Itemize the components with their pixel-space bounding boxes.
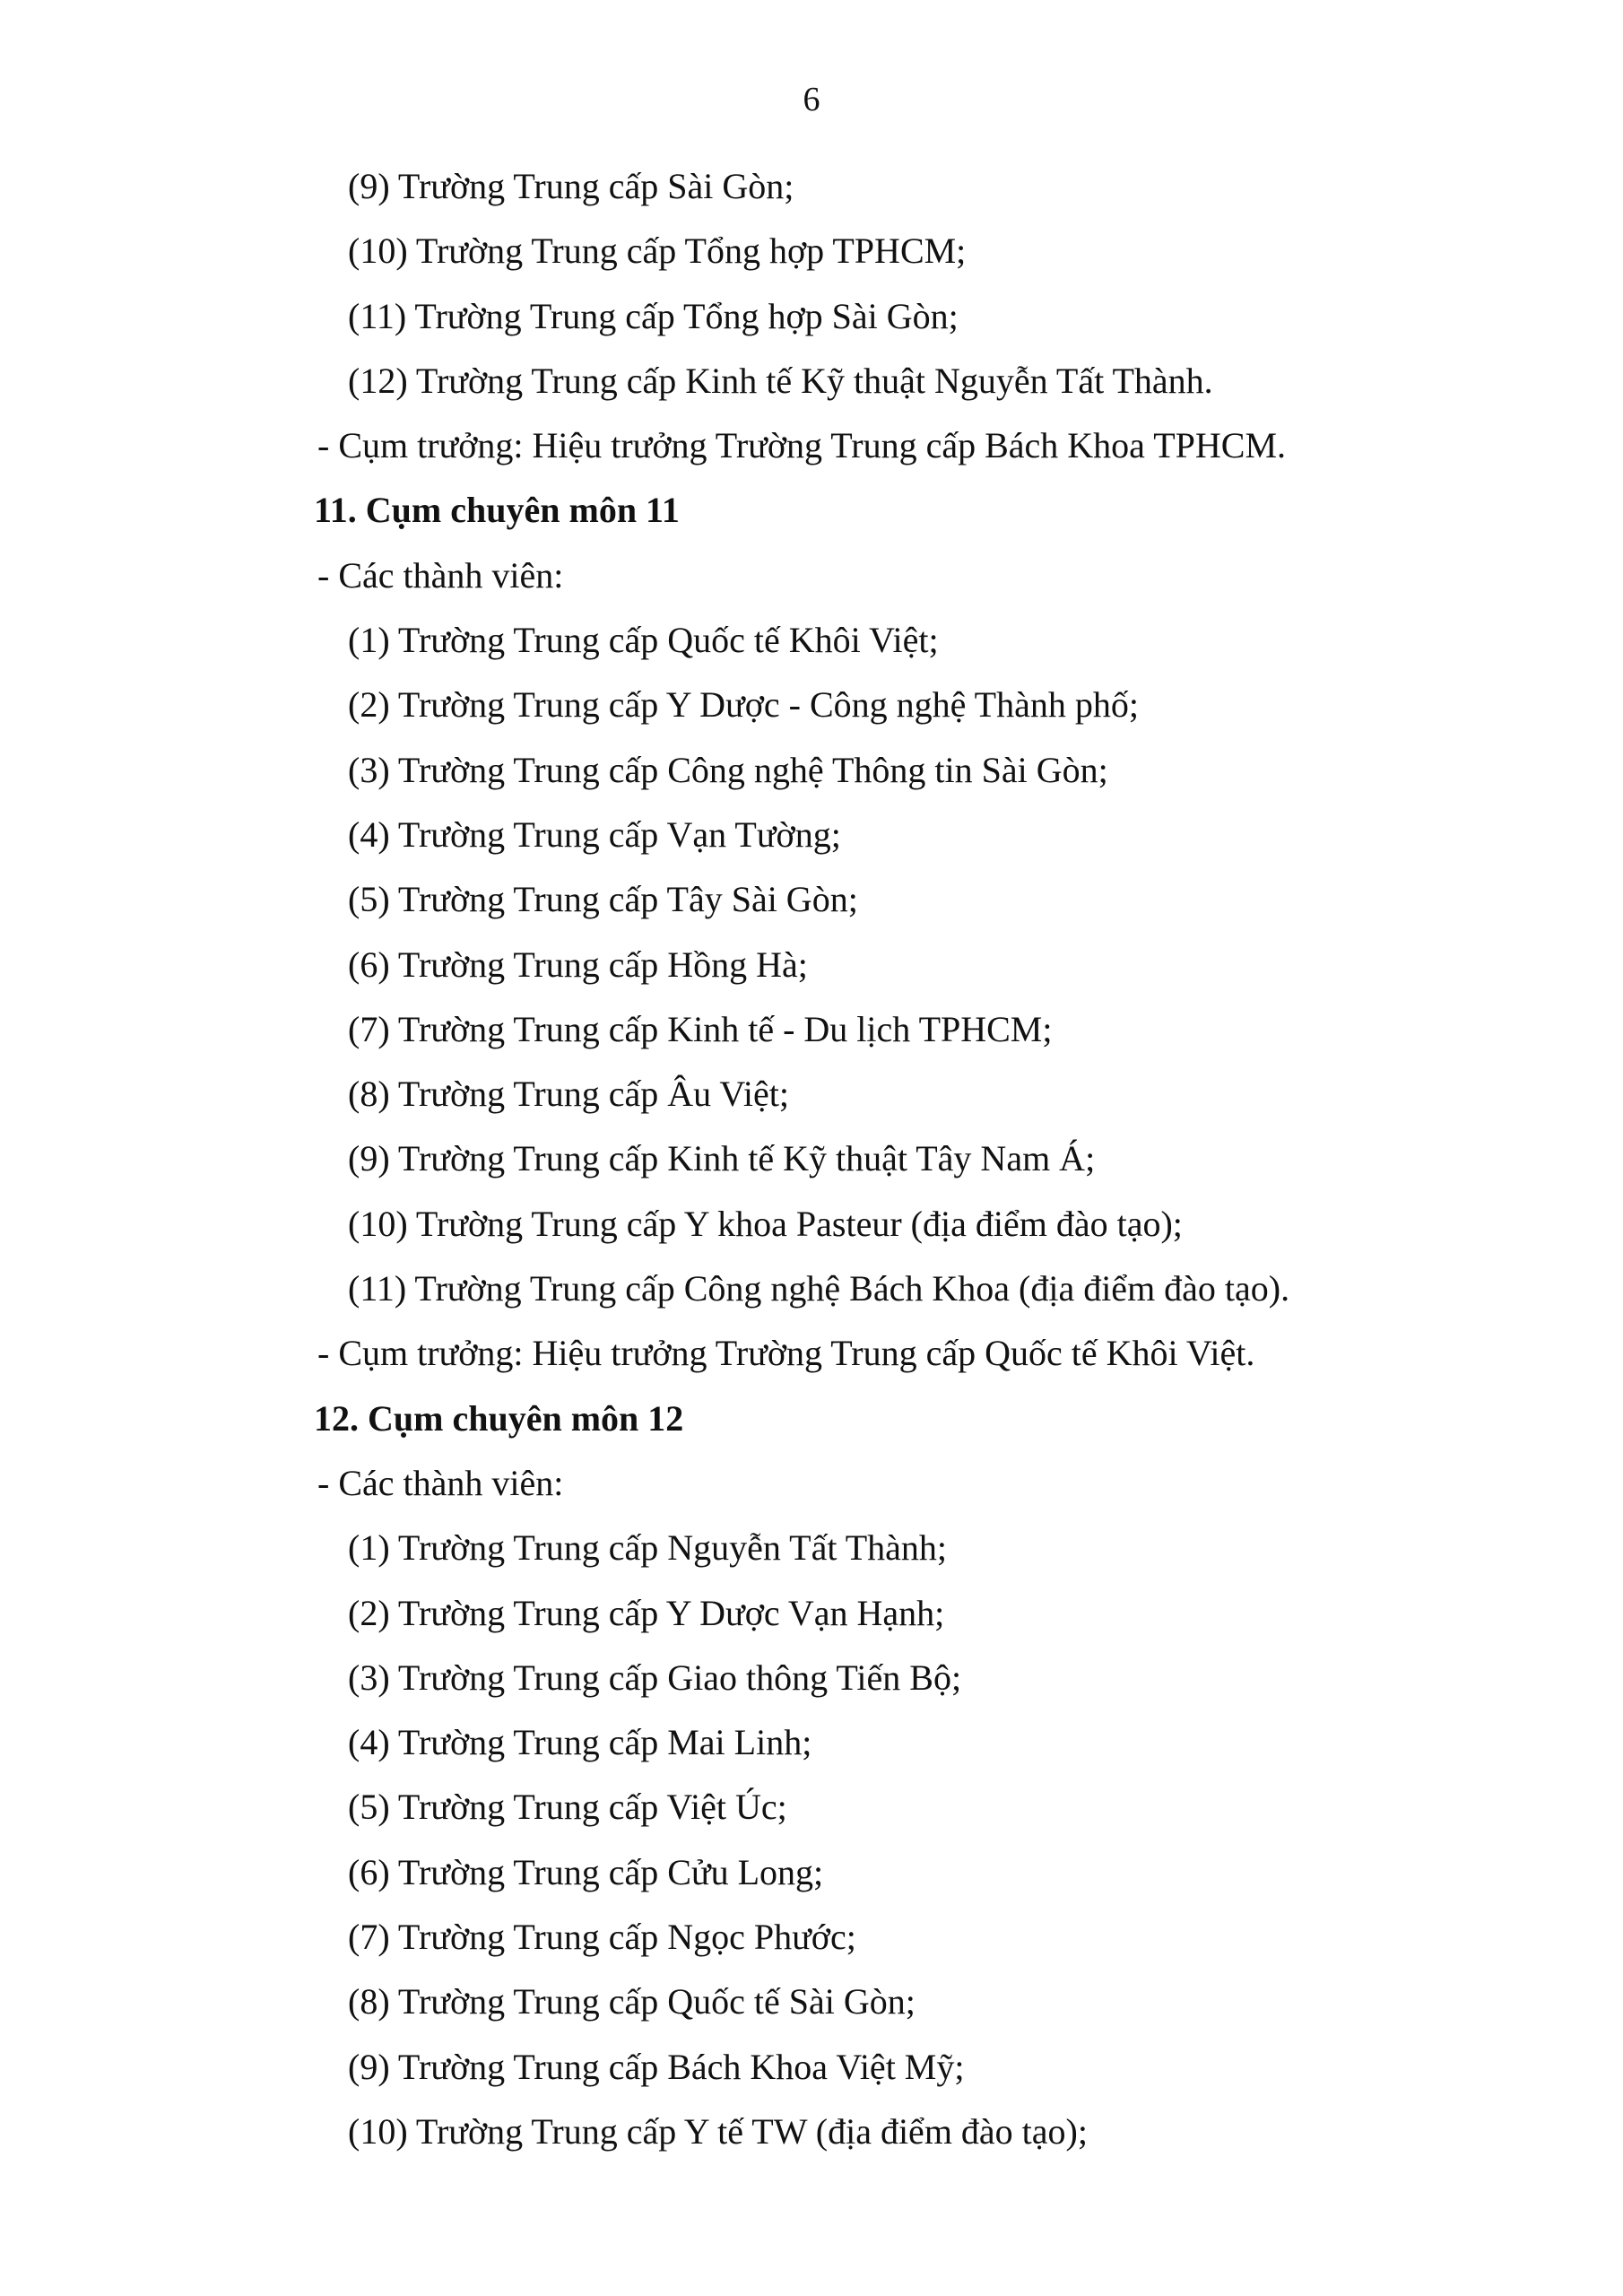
- list-item: (10) Trường Trung cấp Y khoa Pasteur (địa điểm đào tạo);: [348, 1203, 1183, 1244]
- document-body: [0, 154, 1623, 2164]
- list-item: (6) Trường Trung cấp Cửu Long;: [348, 1851, 824, 1892]
- list-item: (2) Trường Trung cấp Y Dược - Công nghệ Thành phố;: [348, 684, 1139, 726]
- list-item: (8) Trường Trung cấp Quốc tế Sài Gòn;: [348, 1981, 916, 2022]
- section-heading: 11. Cụm chuyên môn 11: [314, 490, 680, 531]
- list-item: (1) Trường Trung cấp Quốc tế Khôi Việt;: [348, 620, 939, 661]
- list-item: (9) Trường Trung cấp Sài Gòn;: [348, 166, 794, 206]
- list-item: (10) Trường Trung cấp Y tế TW (địa điểm đào tạo);: [348, 2110, 1088, 2152]
- list-item: (8) Trường Trung cấp Âu Việt;: [348, 1074, 789, 1115]
- list-item: (3) Trường Trung cấp Công nghệ Thông tin Sài Gòn;: [348, 749, 1108, 790]
- list-item: (9) Trường Trung cấp Kinh tế Kỹ thuật Tây Nam Á;: [348, 1138, 1096, 1179]
- section-heading: 12. Cụm chuyên môn 12: [314, 1397, 684, 1439]
- list-item: (2) Trường Trung cấp Y Dược Vạn Hạnh;: [348, 1592, 945, 1633]
- list-item: (11) Trường Trung cấp Công nghệ Bách Khoa (địa điểm đào tạo).: [348, 1268, 1290, 1309]
- list-item: (5) Trường Trung cấp Tây Sài Gòn;: [348, 879, 858, 920]
- members-label: - Các thành viên:: [317, 1462, 564, 1503]
- list-item: (11) Trường Trung cấp Tổng hợp Sài Gòn;: [348, 295, 959, 336]
- cluster-leader: - Cụm trưởng: Hiệu trưởng Trường Trung cấp Quốc tế Khôi Việt.: [317, 1333, 1255, 1374]
- list-item: (1) Trường Trung cấp Nguyễn Tất Thành;: [348, 1527, 948, 1569]
- list-item: (7) Trường Trung cấp Ngọc Phước;: [348, 1917, 856, 1958]
- members-label: - Các thành viên:: [317, 554, 564, 596]
- list-item: (10) Trường Trung cấp Tổng hợp TPHCM;: [348, 230, 967, 272]
- cluster-leader: - Cụm trưởng: Hiệu trưởng Trường Trung cấp Bách Khoa TPHCM.: [317, 425, 1287, 466]
- list-item: (3) Trường Trung cấp Giao thông Tiến Bộ;: [348, 1657, 962, 1698]
- list-item: (4) Trường Trung cấp Vạn Tường;: [348, 813, 841, 855]
- list-item: (4) Trường Trung cấp Mai Linh;: [348, 1722, 812, 1763]
- list-item: (9) Trường Trung cấp Bách Khoa Việt Mỹ;: [348, 2046, 965, 2087]
- list-item: (6) Trường Trung cấp Hồng Hà;: [348, 944, 808, 985]
- page-number: 6: [803, 81, 820, 118]
- list-item: (7) Trường Trung cấp Kinh tế - Du lịch TPHCM;: [348, 1008, 1053, 1049]
- list-item: (12) Trường Trung cấp Kinh tế Kỹ thuật Nguyễn Tất Thành.: [348, 360, 1213, 401]
- list-item: (5) Trường Trung cấp Việt Úc;: [348, 1787, 787, 1828]
